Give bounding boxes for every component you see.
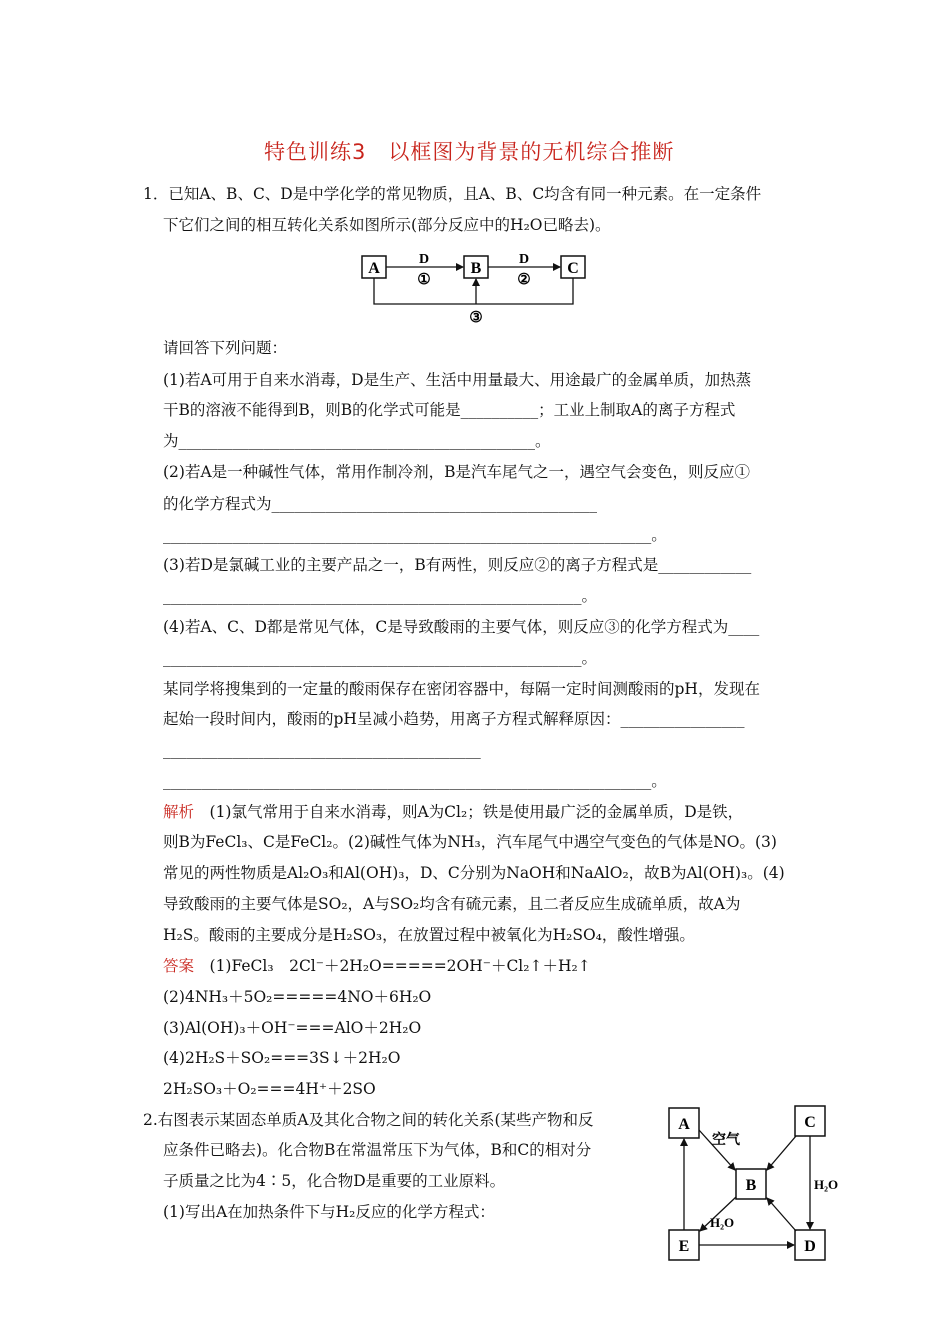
q2-arrow-c-to-b (767, 1136, 796, 1170)
q2-line1: 2.右图表示某固态单质A及其化合物之间的转化关系(某些产物和反 (143, 1111, 594, 1129)
q1-prompt: 请回答下列问题： (163, 339, 288, 357)
q1-part1-line3: 为______________________________________________。 (163, 432, 551, 450)
q1-answer-line3: (3)Al(OH)₃＋OH⁻===AlO＋2H₂O (163, 1019, 422, 1037)
q1-arrow-2-reagent: D (518, 252, 530, 267)
q2-box-b-label: B (745, 1177, 757, 1194)
q2-line2: 应条件已略去)。化合物B在常温常压下为气体，B和C的相对分 (163, 1141, 592, 1159)
q1-arrow-3-loop (374, 278, 573, 304)
q1-part1-line2: 干B的溶液不能得到B，则B的化学式可能是__________；工业上制取A的离子方程式 (163, 401, 736, 419)
q2-line3: 子质量之比为4∶5，化合物D是重要的工业原料。 (163, 1172, 506, 1190)
q1-part5-line3: _________________________________________ (163, 741, 481, 759)
answer-label: 答案 (163, 957, 195, 975)
q1-part2-line3: _______________________________________________________________。 (163, 526, 667, 544)
q2-arrow-d-to-b (767, 1198, 796, 1231)
q1-intro-line2: 下它们之间的相互转化关系如图所示(部分反应中的H₂O已略去)。 (163, 216, 611, 234)
q1-part3-line1: (3)若D是氯碱工业的主要产品之一，B有两性，则反应②的离子方程式是____________ (163, 556, 752, 574)
q1-part5-line1: 某同学将搜集到的一定量的酸雨保存在密闭容器中，每隔一定时间测酸雨的pH，发现在 (163, 680, 760, 698)
q1-answer-line4: (4)2H₂S＋SO₂===3S↓＋2H₂O (163, 1049, 401, 1067)
q1-part2-line2: 的化学方程式为__________________________________________ (163, 495, 598, 513)
analysis-label: 解析 (163, 803, 195, 821)
q2-label-h2o-center: H₂O (710, 1215, 735, 1230)
answer-text-line1: (1)FeCl₃ 2Cl⁻＋2H₂O=====2OH⁻＋Cl₂↑＋H₂↑ (194, 957, 591, 975)
q1-arrow-3-number: ③ (469, 310, 483, 326)
q1-part5-line2: 起始一段时间内，酸雨的pH呈减小趋势，用离子方程式解释原因：________________ (163, 710, 745, 728)
q1-arrow-2-number: ② (517, 272, 531, 288)
q2-box-c-label: C (804, 1114, 816, 1131)
q1-part1-line1: (1)若A可用于自来水消毒，D是生产、生活中用量最大、用途最广的金属单质，加热蒸 (163, 371, 752, 389)
q1-analysis-line4: 导致酸雨的主要气体是SO₂，A与SO₂均含有硫元素，且二者反应生成硫单质，故A为 (163, 895, 741, 913)
q1-part4-line1: (4)若A、C、D都是常见气体，C是导致酸雨的主要气体，则反应③的化学方程式为____ (163, 618, 760, 636)
q2-flow-diagram (660, 1100, 860, 1270)
q1-arrow-1-number: ① (417, 272, 431, 288)
analysis-text-line1: (1)氯气常用于自来水消毒，则A为Cl₂；铁是使用最广泛的金属单质，D是铁， (194, 803, 744, 821)
q1-analysis-line2: 则B为FeCl₃、C是FeCl₂。(2)碱性气体为NH₃，汽车尾气中遇空气变色的气体是NO。(3) (163, 833, 777, 851)
q1-flow-diagram (355, 248, 615, 328)
q1-analysis-line3: 常见的两性物质是Al₂O₃和Al(OH)₃，D、C分别为NaOH和NaAlO₂，故B为Al(OH)₃。(4) (163, 864, 785, 882)
q1-part4-line2: ______________________________________________________。 (163, 649, 598, 667)
q1-part3-line2: ______________________________________________________。 (163, 587, 598, 605)
q2-label-air: 空气 (712, 1133, 740, 1148)
q2-label-h2o-right: H₂O (814, 1177, 839, 1192)
q1-part2-line1: (2)若A是一种碱性气体，常用作制冷剂，B是汽车尾气之一，遇空气会变色，则反应① (163, 463, 751, 481)
q1-box-a-label: A (368, 260, 380, 277)
q1-answer-line5: 2H₂SO₃＋O₂===4H⁺＋2SO (163, 1080, 376, 1098)
q1-arrow-1-reagent: D (418, 252, 430, 267)
q2-box-e-label: E (678, 1238, 690, 1255)
q1-part5-line4: _______________________________________________________________。 (163, 772, 667, 790)
q1-box-b-label: B (470, 260, 482, 277)
q1-box-c-label: C (567, 260, 579, 277)
q2-box-a-label: A (678, 1116, 690, 1133)
q1-analysis-line1 (163, 802, 743, 822)
q2-line4: (1)写出A在加热条件下与H₂反应的化学方程式： (163, 1203, 495, 1221)
page-title: 特色训练3 以框图为背景的无机综合推断 (264, 140, 675, 164)
q1-intro-line1: 1．已知A、B、C、D是中学化学的常见物质，且A、B、C均含有同一种元素。在一定条件 (143, 185, 762, 203)
q1-analysis-line5: H₂S。酸雨的主要成分是H₂SO₃，在放置过程中被氧化为H₂SO₄，酸性增强。 (163, 926, 695, 944)
q1-answer-line2: (2)4NH₃＋5O₂=====4NO＋6H₂O (163, 988, 432, 1006)
q1-answer-line1 (163, 956, 591, 976)
q2-box-d-label: D (804, 1238, 816, 1255)
